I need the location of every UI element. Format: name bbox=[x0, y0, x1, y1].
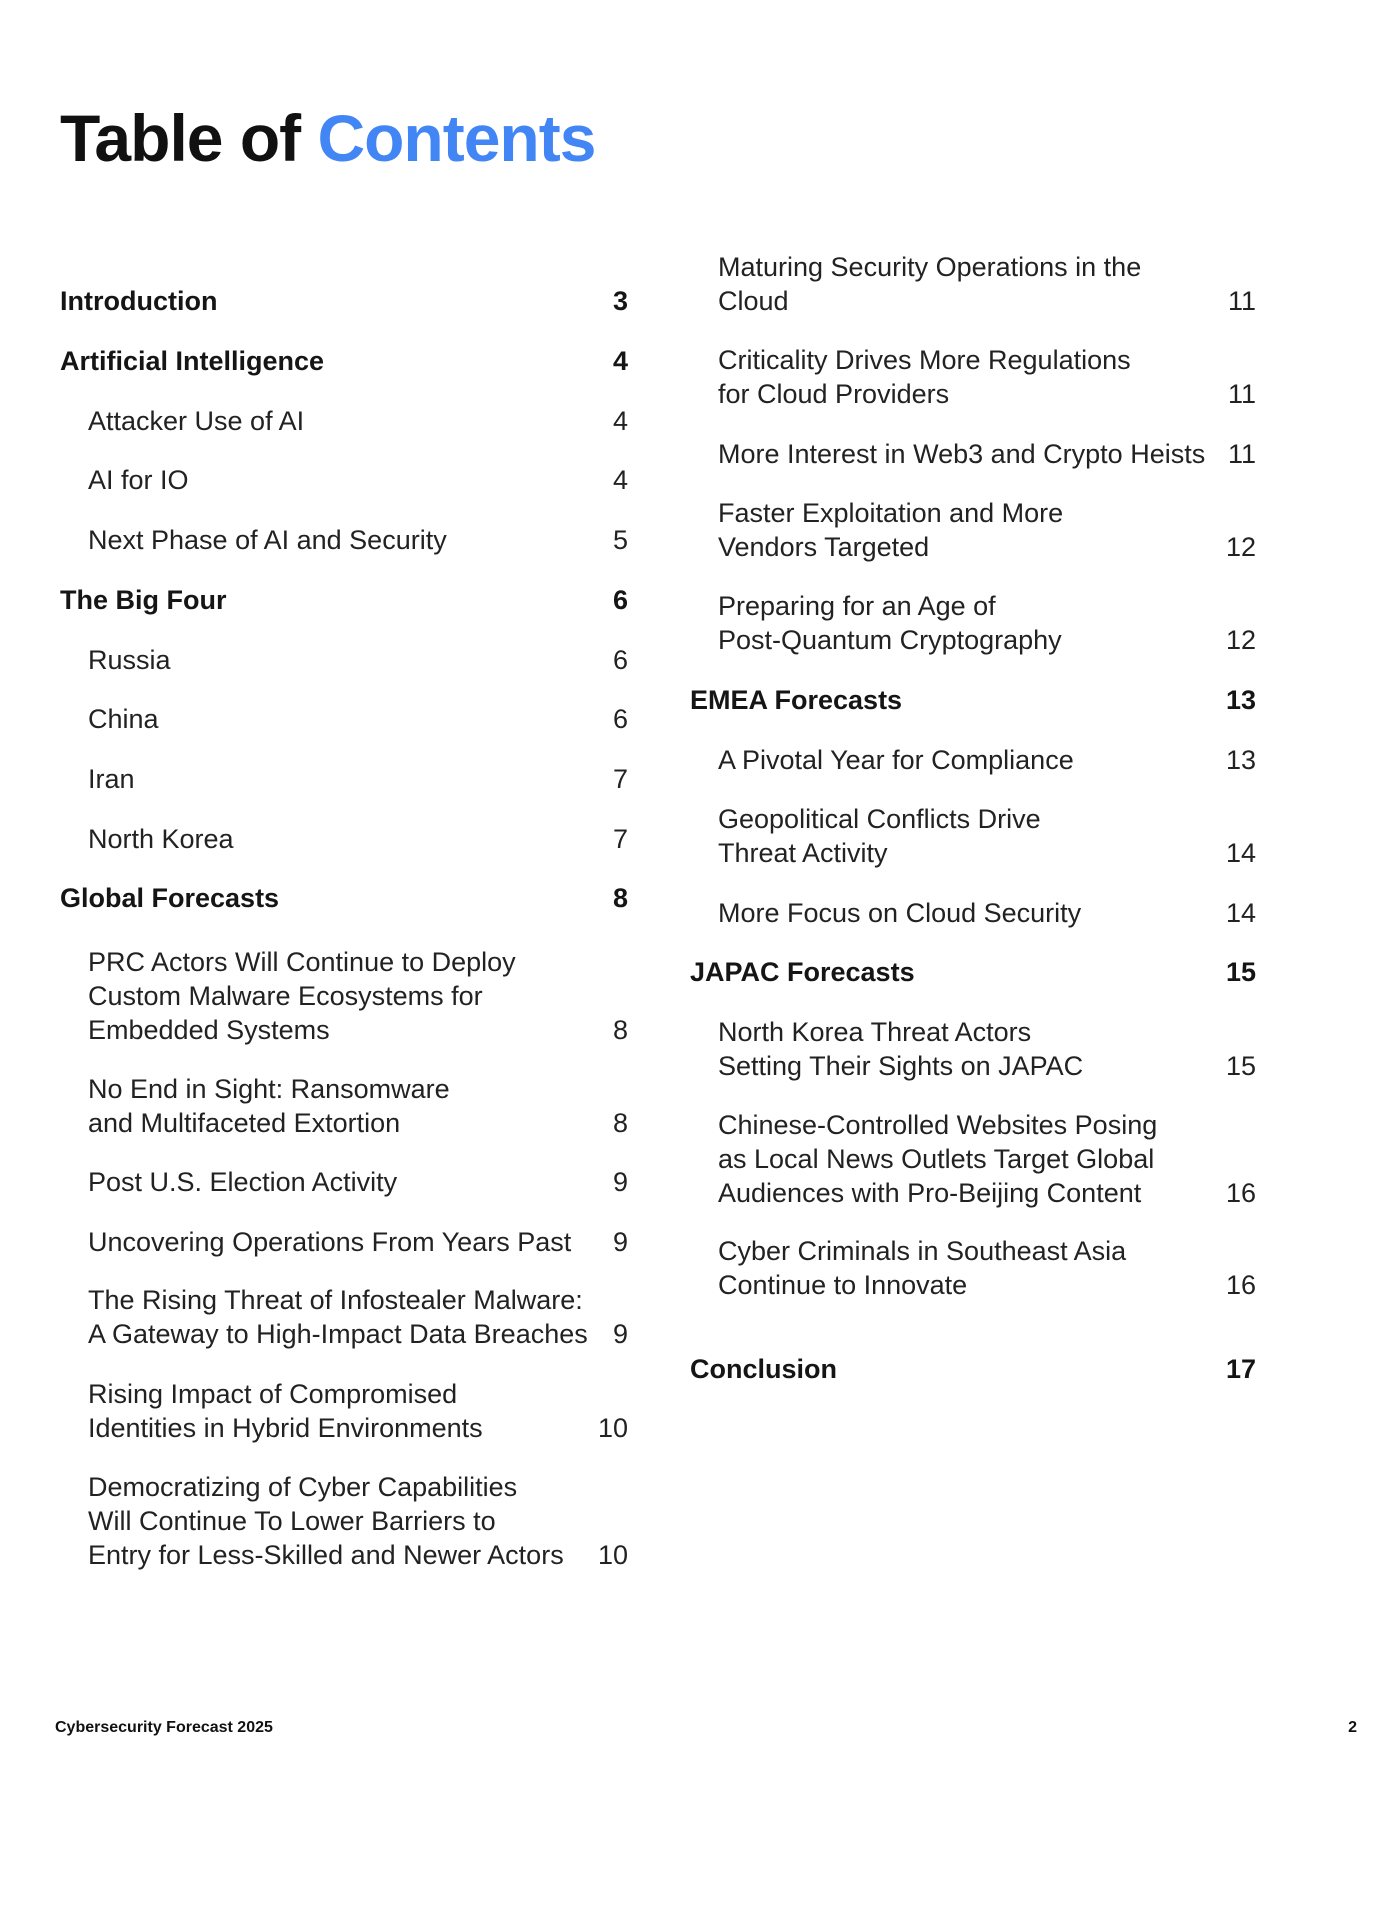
toc-entry-page-number: 7 bbox=[612, 824, 628, 854]
toc-entry-page-number: 6 bbox=[612, 645, 628, 675]
toc-entry-label: AI for IO bbox=[88, 465, 189, 495]
toc-entry-page-number: 8 bbox=[612, 883, 628, 913]
toc-entry-page-number: 9 bbox=[612, 1167, 628, 1197]
toc-entry-page-number: 6 bbox=[612, 585, 628, 615]
toc-entry-page-number: 11 bbox=[1227, 379, 1256, 409]
toc-subsection-entry[interactable] bbox=[718, 896, 1256, 930]
toc-entry-label: North Korea Threat Actors Setting Their Sights on JAPAC bbox=[718, 1017, 1084, 1081]
toc-subsection-entry[interactable] bbox=[88, 1377, 628, 1445]
toc-entry-label: Preparing for an Age of Post-Quantum Cryptography bbox=[718, 591, 1062, 655]
toc-entry-label: Global Forecasts bbox=[60, 883, 280, 913]
toc-subsection-entry[interactable] bbox=[88, 1470, 628, 1572]
toc-entry-label: Attacker Use of AI bbox=[88, 406, 305, 436]
toc-section-entry[interactable] bbox=[60, 881, 628, 915]
toc-entry-label: No End in Sight: Ransomware and Multifaceted Extortion bbox=[88, 1074, 450, 1138]
toc-entry-label: Faster Exploitation and More Vendors Targeted bbox=[718, 498, 1064, 562]
toc-subsection-entry[interactable] bbox=[88, 404, 628, 438]
toc-entry-page-number: 9 bbox=[612, 1227, 628, 1257]
toc-subsection-entry[interactable] bbox=[718, 589, 1256, 657]
toc-entry-label: Conclusion bbox=[690, 1354, 837, 1384]
toc-entry-page-number: 10 bbox=[597, 1413, 628, 1443]
toc-entry-label: The Rising Threat of Infostealer Malware: A Gateway to High-Impact Data Breaches bbox=[88, 1285, 588, 1349]
toc-subsection-entry[interactable] bbox=[88, 1225, 628, 1259]
toc-entry-label: Next Phase of AI and Security bbox=[88, 525, 447, 555]
toc-subsection-entry[interactable] bbox=[88, 702, 628, 736]
toc-entry-page-number: 15 bbox=[1225, 1051, 1256, 1081]
toc-entry-page-number: 6 bbox=[612, 704, 628, 734]
toc-section-entry[interactable] bbox=[60, 583, 628, 617]
toc-section-entry[interactable] bbox=[690, 955, 1256, 989]
toc-section-entry[interactable] bbox=[60, 284, 628, 318]
toc-entry-page-number: 5 bbox=[612, 525, 628, 555]
toc-entry-page-number: 7 bbox=[612, 764, 628, 794]
toc-entry-page-number: 4 bbox=[612, 406, 628, 436]
toc-entry-page-number: 11 bbox=[1227, 439, 1256, 469]
toc-entry-label: JAPAC Forecasts bbox=[690, 957, 915, 987]
toc-entry-label: Iran bbox=[88, 764, 135, 794]
toc-subsection-entry[interactable] bbox=[88, 463, 628, 497]
toc-entry-page-number: 12 bbox=[1225, 625, 1256, 655]
toc-entry-label: Geopolitical Conflicts Drive Threat Activity bbox=[718, 804, 1041, 868]
footer-document-title: Cybersecurity Forecast 2025 bbox=[55, 1719, 273, 1736]
toc-entry-label: Russia bbox=[88, 645, 171, 675]
toc-entry-page-number: 3 bbox=[612, 286, 628, 316]
toc-entry-page-number: 14 bbox=[1225, 838, 1256, 868]
toc-entry-label: Cyber Criminals in Southeast Asia Continue to Innovate bbox=[718, 1236, 1127, 1300]
toc-subsection-entry[interactable] bbox=[88, 643, 628, 677]
toc-entry-label: Rising Impact of Compromised Identities in Hybrid Environments bbox=[88, 1379, 483, 1443]
toc-entry-page-number: 9 bbox=[612, 1319, 628, 1349]
toc-entry-page-number: 13 bbox=[1225, 685, 1256, 715]
toc-entry-page-number: 13 bbox=[1225, 745, 1256, 775]
toc-entry-page-number: 16 bbox=[1225, 1270, 1256, 1300]
toc-entry-page-number: 17 bbox=[1225, 1354, 1256, 1384]
toc-subsection-entry[interactable] bbox=[88, 1283, 628, 1351]
toc-entry-label: Chinese-Controlled Websites Posing as Local News Outlets Target Global Audiences with Pro-Beijing Content bbox=[718, 1110, 1158, 1208]
toc-entry-label: Democratizing of Cyber Capabilities Will Continue To Lower Barriers to Entry for Less-Skilled and Newer Actors bbox=[88, 1472, 564, 1570]
toc-entry-label: Post U.S. Election Activity bbox=[88, 1167, 398, 1197]
toc-subsection-entry[interactable] bbox=[718, 1015, 1256, 1083]
page-title-accent: Contents bbox=[317, 101, 596, 175]
toc-subsection-entry[interactable] bbox=[718, 743, 1256, 777]
toc-subsection-entry[interactable] bbox=[718, 802, 1256, 870]
toc-entry-label: More Focus on Cloud Security bbox=[718, 898, 1082, 928]
toc-entry-label: More Interest in Web3 and Crypto Heists bbox=[718, 439, 1206, 469]
toc-entry-label: The Big Four bbox=[60, 585, 227, 615]
toc-subsection-entry[interactable] bbox=[718, 1234, 1256, 1302]
page-title bbox=[60, 100, 595, 176]
toc-subsection-entry[interactable] bbox=[88, 945, 628, 1047]
toc-entry-page-number: 4 bbox=[612, 465, 628, 495]
page-title-main: Table of bbox=[60, 101, 318, 175]
toc-subsection-entry[interactable] bbox=[88, 1072, 628, 1140]
toc-subsection-entry[interactable] bbox=[718, 1108, 1256, 1210]
toc-subsection-entry[interactable] bbox=[88, 822, 628, 856]
toc-entry-page-number: 8 bbox=[612, 1108, 628, 1138]
toc-entry-page-number: 4 bbox=[612, 346, 628, 376]
toc-subsection-entry[interactable] bbox=[88, 1165, 628, 1199]
toc-section-entry[interactable] bbox=[690, 683, 1256, 717]
toc-entry-page-number: 11 bbox=[1227, 286, 1256, 316]
toc-entry-page-number: 15 bbox=[1225, 957, 1256, 987]
toc-entry-label: Criticality Drives More Regulations for Cloud Providers bbox=[718, 345, 1131, 409]
toc-subsection-entry[interactable] bbox=[718, 252, 1256, 318]
toc-subsection-entry[interactable] bbox=[88, 523, 628, 557]
toc-entry-label: Artificial Intelligence bbox=[60, 346, 325, 376]
toc-entry-page-number: 14 bbox=[1225, 898, 1256, 928]
toc-entry-label: PRC Actors Will Continue to Deploy Custom Malware Ecosystems for Embedded Systems bbox=[88, 947, 516, 1045]
toc-section-entry[interactable] bbox=[60, 344, 628, 378]
toc-subsection-entry[interactable] bbox=[718, 437, 1256, 471]
toc-entry-page-number: 16 bbox=[1225, 1178, 1256, 1208]
toc-entry-label: China bbox=[88, 704, 159, 734]
toc-section-entry[interactable] bbox=[690, 1352, 1256, 1386]
toc-entry-label: Uncovering Operations From Years Past bbox=[88, 1227, 572, 1257]
toc-subsection-entry[interactable] bbox=[88, 762, 628, 796]
toc-subsection-entry[interactable] bbox=[718, 343, 1256, 411]
toc-entry-page-number: 8 bbox=[612, 1015, 628, 1045]
toc-subsection-entry[interactable] bbox=[718, 496, 1256, 564]
toc-entry-page-number: 12 bbox=[1225, 532, 1256, 562]
toc-entry-label: EMEA Forecasts bbox=[690, 685, 903, 715]
toc-entry-label: A Pivotal Year for Compliance bbox=[718, 745, 1074, 775]
toc-entry-label: Introduction bbox=[60, 286, 218, 316]
toc-entry-page-number: 10 bbox=[597, 1540, 628, 1570]
toc-entry-label: North Korea bbox=[88, 824, 234, 854]
toc-entry-label: Maturing Security Operations in the Cloud bbox=[718, 252, 1142, 316]
footer-page-number: 2 bbox=[1348, 1719, 1357, 1736]
